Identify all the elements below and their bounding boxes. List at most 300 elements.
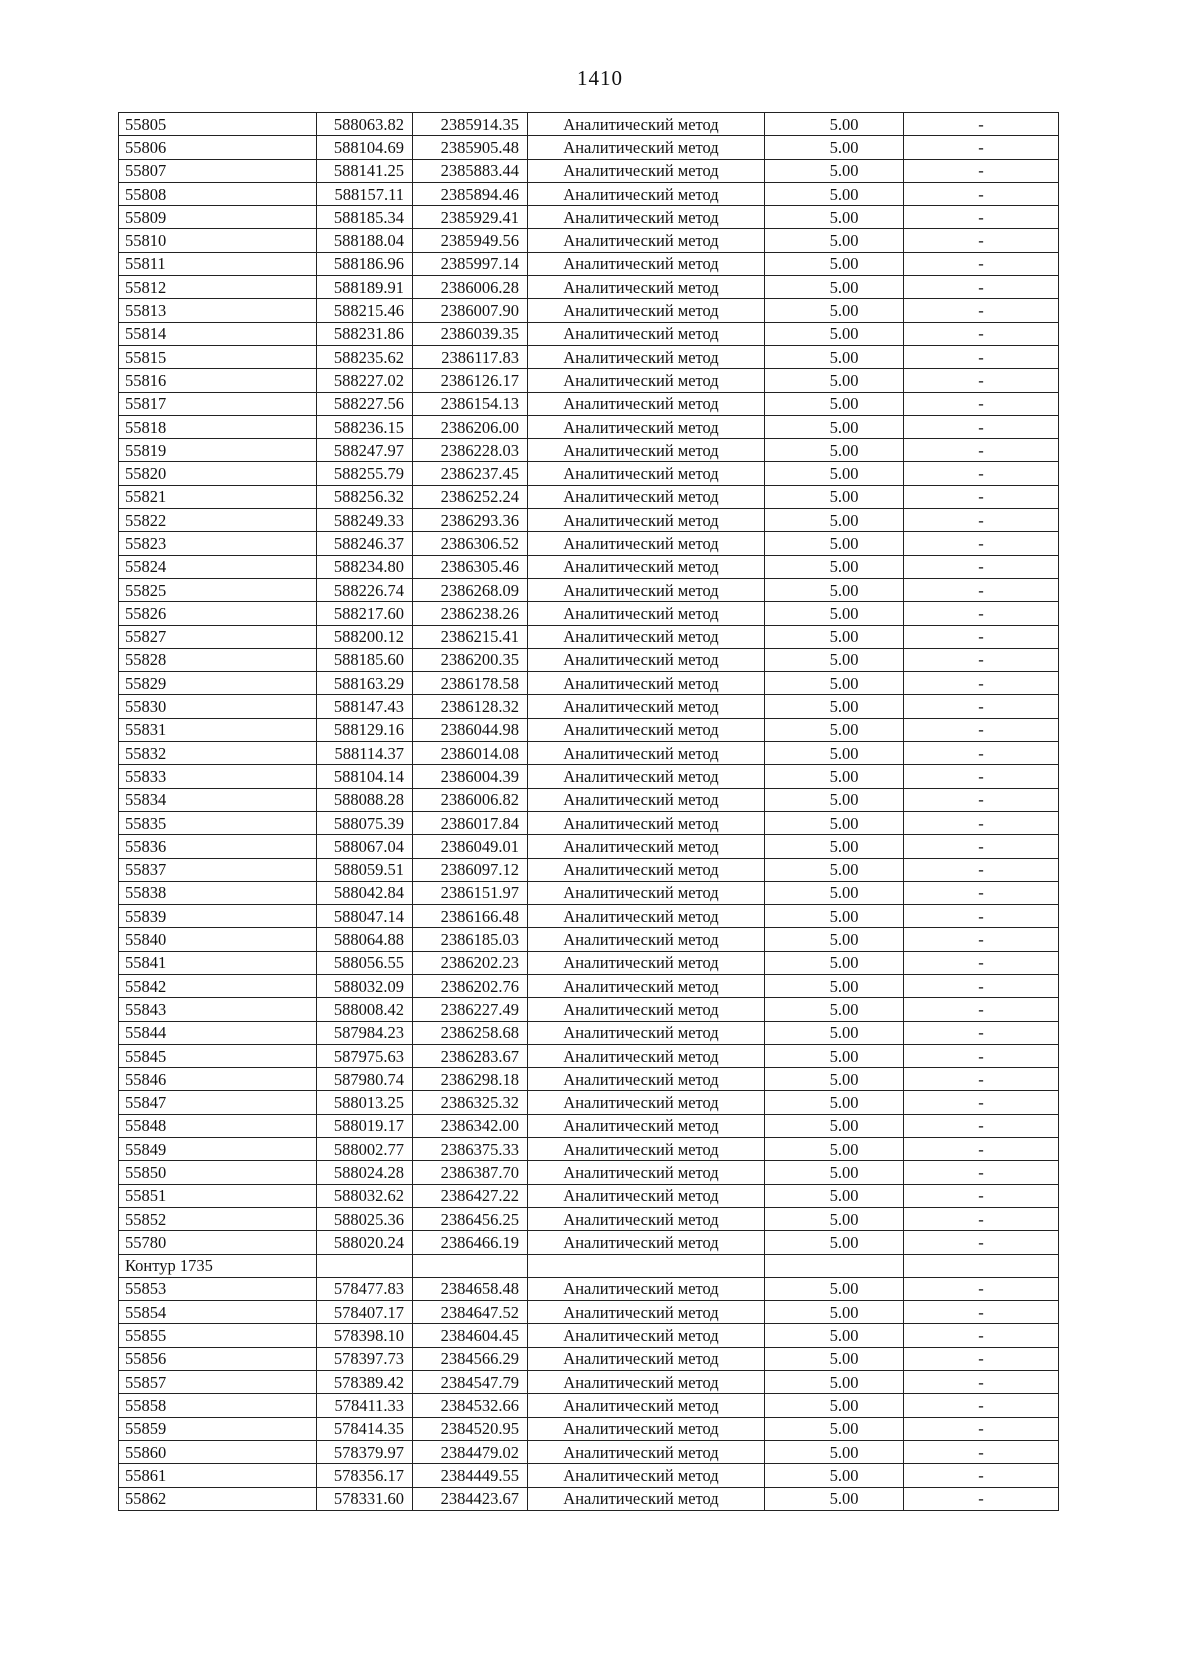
y-coordinate-cell: 2386007.90 — [413, 299, 528, 322]
description-cell: - — [904, 835, 1059, 858]
x-coordinate-cell: 587975.63 — [317, 1044, 413, 1067]
description-cell: - — [904, 1417, 1059, 1440]
precision-cell: 5.00 — [765, 835, 904, 858]
precision-cell: 5.00 — [765, 998, 904, 1021]
x-coordinate-cell: 578331.60 — [317, 1487, 413, 1510]
y-coordinate-cell: 2384647.52 — [413, 1301, 528, 1324]
y-coordinate-cell: 2386006.28 — [413, 276, 528, 299]
description-cell: - — [904, 1068, 1059, 1091]
y-coordinate-cell: 2386049.01 — [413, 835, 528, 858]
x-coordinate-cell: 588032.09 — [317, 974, 413, 997]
point-id-cell: 55832 — [119, 742, 317, 765]
x-coordinate-cell: 588189.91 — [317, 276, 413, 299]
description-cell: - — [904, 1347, 1059, 1370]
precision-cell: 5.00 — [765, 742, 904, 765]
table-row — [119, 648, 1059, 671]
y-coordinate-cell: 2384449.55 — [413, 1464, 528, 1487]
y-coordinate-cell: 2385929.41 — [413, 206, 528, 229]
x-coordinate-cell: 588019.17 — [317, 1114, 413, 1137]
x-coordinate-cell: 588247.97 — [317, 439, 413, 462]
point-id-cell: 55806 — [119, 136, 317, 159]
y-coordinate-cell: 2386456.25 — [413, 1207, 528, 1230]
point-id-cell: 55849 — [119, 1138, 317, 1161]
x-coordinate-cell — [317, 1254, 413, 1277]
description-cell: - — [904, 974, 1059, 997]
point-id-cell: 55821 — [119, 485, 317, 508]
table-row — [119, 159, 1059, 182]
precision-cell: 5.00 — [765, 1091, 904, 1114]
precision-cell: 5.00 — [765, 1487, 904, 1510]
y-coordinate-cell: 2386466.19 — [413, 1231, 528, 1254]
description-cell: - — [904, 858, 1059, 881]
x-coordinate-cell: 588226.74 — [317, 578, 413, 601]
table-row — [119, 951, 1059, 974]
table-row — [119, 811, 1059, 834]
table-row — [119, 1138, 1059, 1161]
point-id-cell: 55837 — [119, 858, 317, 881]
precision-cell: 5.00 — [765, 1464, 904, 1487]
table-row — [119, 1347, 1059, 1370]
x-coordinate-cell: 588141.25 — [317, 159, 413, 182]
y-coordinate-cell: 2384479.02 — [413, 1440, 528, 1463]
description-cell: - — [904, 1277, 1059, 1300]
y-coordinate-cell: 2384520.95 — [413, 1417, 528, 1440]
point-id-cell: 55810 — [119, 229, 317, 252]
description-cell: - — [904, 765, 1059, 788]
x-coordinate-cell: 588256.32 — [317, 485, 413, 508]
x-coordinate-cell: 588227.02 — [317, 369, 413, 392]
description-cell: - — [904, 905, 1059, 928]
precision-cell: 5.00 — [765, 136, 904, 159]
method-cell: Аналитический метод — [528, 182, 765, 205]
precision-cell: 5.00 — [765, 1417, 904, 1440]
method-cell: Аналитический метод — [528, 951, 765, 974]
precision-cell: 5.00 — [765, 555, 904, 578]
description-cell: - — [904, 811, 1059, 834]
table-row — [119, 415, 1059, 438]
y-coordinate-cell: 2384658.48 — [413, 1277, 528, 1300]
y-coordinate-cell: 2386017.84 — [413, 811, 528, 834]
point-id-cell: 55780 — [119, 1231, 317, 1254]
table-row — [119, 742, 1059, 765]
point-id-cell: 55862 — [119, 1487, 317, 1510]
y-coordinate-cell: 2384547.79 — [413, 1371, 528, 1394]
method-cell: Аналитический метод — [528, 788, 765, 811]
y-coordinate-cell: 2386342.00 — [413, 1114, 528, 1137]
precision-cell: 5.00 — [765, 415, 904, 438]
table-row — [119, 625, 1059, 648]
precision-cell: 5.00 — [765, 1207, 904, 1230]
table-row — [119, 1417, 1059, 1440]
table-row — [119, 1371, 1059, 1394]
precision-cell: 5.00 — [765, 509, 904, 532]
point-id-cell: 55843 — [119, 998, 317, 1021]
point-id-cell: 55838 — [119, 881, 317, 904]
y-coordinate-cell: 2386166.48 — [413, 905, 528, 928]
table-row — [119, 252, 1059, 275]
x-coordinate-cell: 578389.42 — [317, 1371, 413, 1394]
method-cell: Аналитический метод — [528, 1231, 765, 1254]
point-id-cell: 55860 — [119, 1440, 317, 1463]
precision-cell: 5.00 — [765, 322, 904, 345]
table-row — [119, 113, 1059, 136]
x-coordinate-cell: 587984.23 — [317, 1021, 413, 1044]
y-coordinate-cell: 2386268.09 — [413, 578, 528, 601]
precision-cell: 5.00 — [765, 252, 904, 275]
x-coordinate-cell: 588064.88 — [317, 928, 413, 951]
description-cell: - — [904, 1440, 1059, 1463]
table-row — [119, 1091, 1059, 1114]
method-cell: Аналитический метод — [528, 905, 765, 928]
point-id-cell: 55828 — [119, 648, 317, 671]
description-cell: - — [904, 928, 1059, 951]
y-coordinate-cell: 2385914.35 — [413, 113, 528, 136]
x-coordinate-cell: 588129.16 — [317, 718, 413, 741]
method-cell: Аналитический метод — [528, 881, 765, 904]
precision-cell: 5.00 — [765, 625, 904, 648]
method-cell: Аналитический метод — [528, 742, 765, 765]
x-coordinate-cell: 588157.11 — [317, 182, 413, 205]
point-id-cell: 55818 — [119, 415, 317, 438]
method-cell: Аналитический метод — [528, 1161, 765, 1184]
description-cell: - — [904, 1487, 1059, 1510]
table-row — [119, 881, 1059, 904]
method-cell: Аналитический метод — [528, 1417, 765, 1440]
table-row — [119, 1277, 1059, 1300]
method-cell: Аналитический метод — [528, 1138, 765, 1161]
x-coordinate-cell: 588114.37 — [317, 742, 413, 765]
precision-cell: 5.00 — [765, 1021, 904, 1044]
point-id-cell: 55815 — [119, 345, 317, 368]
y-coordinate-cell: 2386004.39 — [413, 765, 528, 788]
table-row — [119, 369, 1059, 392]
table-row — [119, 1114, 1059, 1137]
table-row — [119, 555, 1059, 578]
method-cell: Аналитический метод — [528, 1184, 765, 1207]
table-row — [119, 345, 1059, 368]
x-coordinate-cell: 588024.28 — [317, 1161, 413, 1184]
description-cell: - — [904, 252, 1059, 275]
point-id-cell: 55836 — [119, 835, 317, 858]
method-cell: Аналитический метод — [528, 1487, 765, 1510]
precision-cell: 5.00 — [765, 905, 904, 928]
table-row — [119, 928, 1059, 951]
x-coordinate-cell: 578398.10 — [317, 1324, 413, 1347]
method-cell: Аналитический метод — [528, 602, 765, 625]
precision-cell — [765, 1254, 904, 1277]
description-cell: - — [904, 392, 1059, 415]
precision-cell: 5.00 — [765, 1068, 904, 1091]
y-coordinate-cell: 2386293.36 — [413, 509, 528, 532]
page-number: 1410 — [577, 66, 623, 90]
x-coordinate-cell: 588032.62 — [317, 1184, 413, 1207]
method-cell: Аналитический метод — [528, 555, 765, 578]
x-coordinate-cell: 588255.79 — [317, 462, 413, 485]
method-cell: Аналитический метод — [528, 811, 765, 834]
description-cell: - — [904, 532, 1059, 555]
precision-cell: 5.00 — [765, 462, 904, 485]
y-coordinate-cell: 2385905.48 — [413, 136, 528, 159]
table-row — [119, 998, 1059, 1021]
x-coordinate-cell: 578477.83 — [317, 1277, 413, 1300]
description-cell: - — [904, 136, 1059, 159]
method-cell: Аналитический метод — [528, 1347, 765, 1370]
y-coordinate-cell: 2384532.66 — [413, 1394, 528, 1417]
method-cell: Аналитический метод — [528, 136, 765, 159]
table-row — [119, 322, 1059, 345]
description-cell: - — [904, 625, 1059, 648]
precision-cell: 5.00 — [765, 1138, 904, 1161]
method-cell: Аналитический метод — [528, 578, 765, 601]
precision-cell: 5.00 — [765, 1161, 904, 1184]
x-coordinate-cell: 588217.60 — [317, 602, 413, 625]
y-coordinate-cell: 2386178.58 — [413, 672, 528, 695]
y-coordinate-cell: 2386039.35 — [413, 322, 528, 345]
table-row — [119, 1207, 1059, 1230]
method-cell: Аналитический метод — [528, 392, 765, 415]
description-cell: - — [904, 206, 1059, 229]
precision-cell: 5.00 — [765, 811, 904, 834]
method-cell: Аналитический метод — [528, 1021, 765, 1044]
x-coordinate-cell: 578379.97 — [317, 1440, 413, 1463]
x-coordinate-cell: 588185.34 — [317, 206, 413, 229]
precision-cell: 5.00 — [765, 881, 904, 904]
description-cell: - — [904, 182, 1059, 205]
method-cell: Аналитический метод — [528, 672, 765, 695]
description-cell: - — [904, 1324, 1059, 1347]
method-cell: Аналитический метод — [528, 369, 765, 392]
table-row — [119, 578, 1059, 601]
x-coordinate-cell: 588002.77 — [317, 1138, 413, 1161]
description-cell: - — [904, 322, 1059, 345]
y-coordinate-cell: 2386151.97 — [413, 881, 528, 904]
y-coordinate-cell: 2386238.26 — [413, 602, 528, 625]
point-id-cell: 55845 — [119, 1044, 317, 1067]
precision-cell: 5.00 — [765, 1371, 904, 1394]
description-cell: - — [904, 229, 1059, 252]
x-coordinate-cell: 588008.42 — [317, 998, 413, 1021]
precision-cell: 5.00 — [765, 182, 904, 205]
method-cell: Аналитический метод — [528, 1114, 765, 1137]
method-cell: Аналитический метод — [528, 113, 765, 136]
precision-cell: 5.00 — [765, 299, 904, 322]
description-cell: - — [904, 1371, 1059, 1394]
precision-cell: 5.00 — [765, 1324, 904, 1347]
y-coordinate-cell: 2386258.68 — [413, 1021, 528, 1044]
description-cell: - — [904, 276, 1059, 299]
table-row — [119, 392, 1059, 415]
x-coordinate-cell: 588215.46 — [317, 299, 413, 322]
method-cell: Аналитический метод — [528, 299, 765, 322]
precision-cell: 5.00 — [765, 159, 904, 182]
description-cell: - — [904, 718, 1059, 741]
y-coordinate-cell: 2386375.33 — [413, 1138, 528, 1161]
x-coordinate-cell: 588185.60 — [317, 648, 413, 671]
description-cell: - — [904, 1464, 1059, 1487]
y-coordinate-cell: 2386126.17 — [413, 369, 528, 392]
y-coordinate-cell: 2386044.98 — [413, 718, 528, 741]
method-cell: Аналитический метод — [528, 462, 765, 485]
x-coordinate-cell: 588056.55 — [317, 951, 413, 974]
precision-cell: 5.00 — [765, 602, 904, 625]
point-id-cell: 55824 — [119, 555, 317, 578]
precision-cell: 5.00 — [765, 648, 904, 671]
method-cell: Аналитический метод — [528, 1371, 765, 1394]
point-id-cell: 55814 — [119, 322, 317, 345]
table-row — [119, 1394, 1059, 1417]
point-id-cell: 55848 — [119, 1114, 317, 1137]
method-cell: Аналитический метод — [528, 322, 765, 345]
x-coordinate-cell: 588088.28 — [317, 788, 413, 811]
y-coordinate-cell: 2386006.82 — [413, 788, 528, 811]
precision-cell: 5.00 — [765, 974, 904, 997]
y-coordinate-cell: 2386305.46 — [413, 555, 528, 578]
precision-cell: 5.00 — [765, 1440, 904, 1463]
point-id-cell: 55859 — [119, 1417, 317, 1440]
x-coordinate-cell: 588186.96 — [317, 252, 413, 275]
precision-cell: 5.00 — [765, 1044, 904, 1067]
precision-cell: 5.00 — [765, 532, 904, 555]
y-coordinate-cell: 2386128.32 — [413, 695, 528, 718]
description-cell: - — [904, 439, 1059, 462]
y-coordinate-cell: 2386200.35 — [413, 648, 528, 671]
y-coordinate-cell: 2386427.22 — [413, 1184, 528, 1207]
x-coordinate-cell: 588104.14 — [317, 765, 413, 788]
point-id-cell: 55807 — [119, 159, 317, 182]
table-row — [119, 439, 1059, 462]
table-row — [119, 532, 1059, 555]
method-cell: Аналитический метод — [528, 718, 765, 741]
point-id-cell: 55855 — [119, 1324, 317, 1347]
point-id-cell: Контур 1735 — [119, 1254, 317, 1277]
table-row — [119, 1324, 1059, 1347]
description-cell: - — [904, 602, 1059, 625]
x-coordinate-cell: 578356.17 — [317, 1464, 413, 1487]
description-cell: - — [904, 1207, 1059, 1230]
description-cell: - — [904, 1301, 1059, 1324]
y-coordinate-cell: 2386117.83 — [413, 345, 528, 368]
description-cell: - — [904, 672, 1059, 695]
x-coordinate-cell: 578397.73 — [317, 1347, 413, 1370]
method-cell: Аналитический метод — [528, 974, 765, 997]
point-id-cell: 55839 — [119, 905, 317, 928]
description-cell: - — [904, 415, 1059, 438]
y-coordinate-cell: 2385997.14 — [413, 252, 528, 275]
method-cell: Аналитический метод — [528, 1044, 765, 1067]
method-cell: Аналитический метод — [528, 159, 765, 182]
description-cell: - — [904, 695, 1059, 718]
table-row — [119, 765, 1059, 788]
method-cell: Аналитический метод — [528, 858, 765, 881]
point-id-cell: 55857 — [119, 1371, 317, 1394]
y-coordinate-cell: 2385894.46 — [413, 182, 528, 205]
description-cell: - — [904, 1091, 1059, 1114]
method-cell: Аналитический метод — [528, 1301, 765, 1324]
description-cell: - — [904, 881, 1059, 904]
y-coordinate-cell: 2386387.70 — [413, 1161, 528, 1184]
table-row — [119, 229, 1059, 252]
y-coordinate-cell: 2386202.76 — [413, 974, 528, 997]
table-row — [119, 1301, 1059, 1324]
point-id-cell: 55808 — [119, 182, 317, 205]
method-cell: Аналитический метод — [528, 252, 765, 275]
table-row — [119, 1440, 1059, 1463]
table-row — [119, 835, 1059, 858]
method-cell: Аналитический метод — [528, 509, 765, 532]
description-cell: - — [904, 1231, 1059, 1254]
description-cell — [904, 1254, 1059, 1277]
x-coordinate-cell: 578411.33 — [317, 1394, 413, 1417]
method-cell: Аналитический метод — [528, 625, 765, 648]
point-id-cell: 55856 — [119, 1347, 317, 1370]
description-cell: - — [904, 1184, 1059, 1207]
precision-cell: 5.00 — [765, 1347, 904, 1370]
precision-cell: 5.00 — [765, 229, 904, 252]
point-id-cell: 55853 — [119, 1277, 317, 1300]
point-id-cell: 55816 — [119, 369, 317, 392]
point-id-cell: 55805 — [119, 113, 317, 136]
precision-cell: 5.00 — [765, 392, 904, 415]
table-row — [119, 509, 1059, 532]
precision-cell: 5.00 — [765, 369, 904, 392]
table-row — [119, 276, 1059, 299]
method-cell: Аналитический метод — [528, 648, 765, 671]
method-cell: Аналитический метод — [528, 276, 765, 299]
table-row — [119, 672, 1059, 695]
precision-cell: 5.00 — [765, 718, 904, 741]
y-coordinate-cell: 2385883.44 — [413, 159, 528, 182]
method-cell: Аналитический метод — [528, 998, 765, 1021]
coordinates-table — [118, 112, 1059, 1511]
point-id-cell: 55834 — [119, 788, 317, 811]
x-coordinate-cell: 587980.74 — [317, 1068, 413, 1091]
table-row — [119, 858, 1059, 881]
x-coordinate-cell: 588163.29 — [317, 672, 413, 695]
table-row — [119, 1161, 1059, 1184]
precision-cell: 5.00 — [765, 485, 904, 508]
description-cell: - — [904, 369, 1059, 392]
precision-cell: 5.00 — [765, 788, 904, 811]
precision-cell: 5.00 — [765, 1301, 904, 1324]
description-cell: - — [904, 998, 1059, 1021]
description-cell: - — [904, 1138, 1059, 1161]
x-coordinate-cell: 588047.14 — [317, 905, 413, 928]
y-coordinate-cell: 2386306.52 — [413, 532, 528, 555]
y-coordinate-cell: 2386202.23 — [413, 951, 528, 974]
point-id-cell: 55822 — [119, 509, 317, 532]
table-row — [119, 1068, 1059, 1091]
point-id-cell: 55819 — [119, 439, 317, 462]
table-row — [119, 136, 1059, 159]
description-cell: - — [904, 159, 1059, 182]
contour-header-row — [119, 1254, 1059, 1277]
method-cell — [528, 1254, 765, 1277]
method-cell: Аналитический метод — [528, 835, 765, 858]
precision-cell: 5.00 — [765, 858, 904, 881]
method-cell: Аналитический метод — [528, 206, 765, 229]
precision-cell: 5.00 — [765, 1114, 904, 1137]
coordinates-table-body — [119, 113, 1059, 1511]
x-coordinate-cell: 588147.43 — [317, 695, 413, 718]
y-coordinate-cell: 2386298.18 — [413, 1068, 528, 1091]
x-coordinate-cell: 588104.69 — [317, 136, 413, 159]
table-row — [119, 695, 1059, 718]
method-cell: Аналитический метод — [528, 695, 765, 718]
description-cell: - — [904, 742, 1059, 765]
point-id-cell: 55827 — [119, 625, 317, 648]
method-cell: Аналитический метод — [528, 1207, 765, 1230]
table-row — [119, 206, 1059, 229]
